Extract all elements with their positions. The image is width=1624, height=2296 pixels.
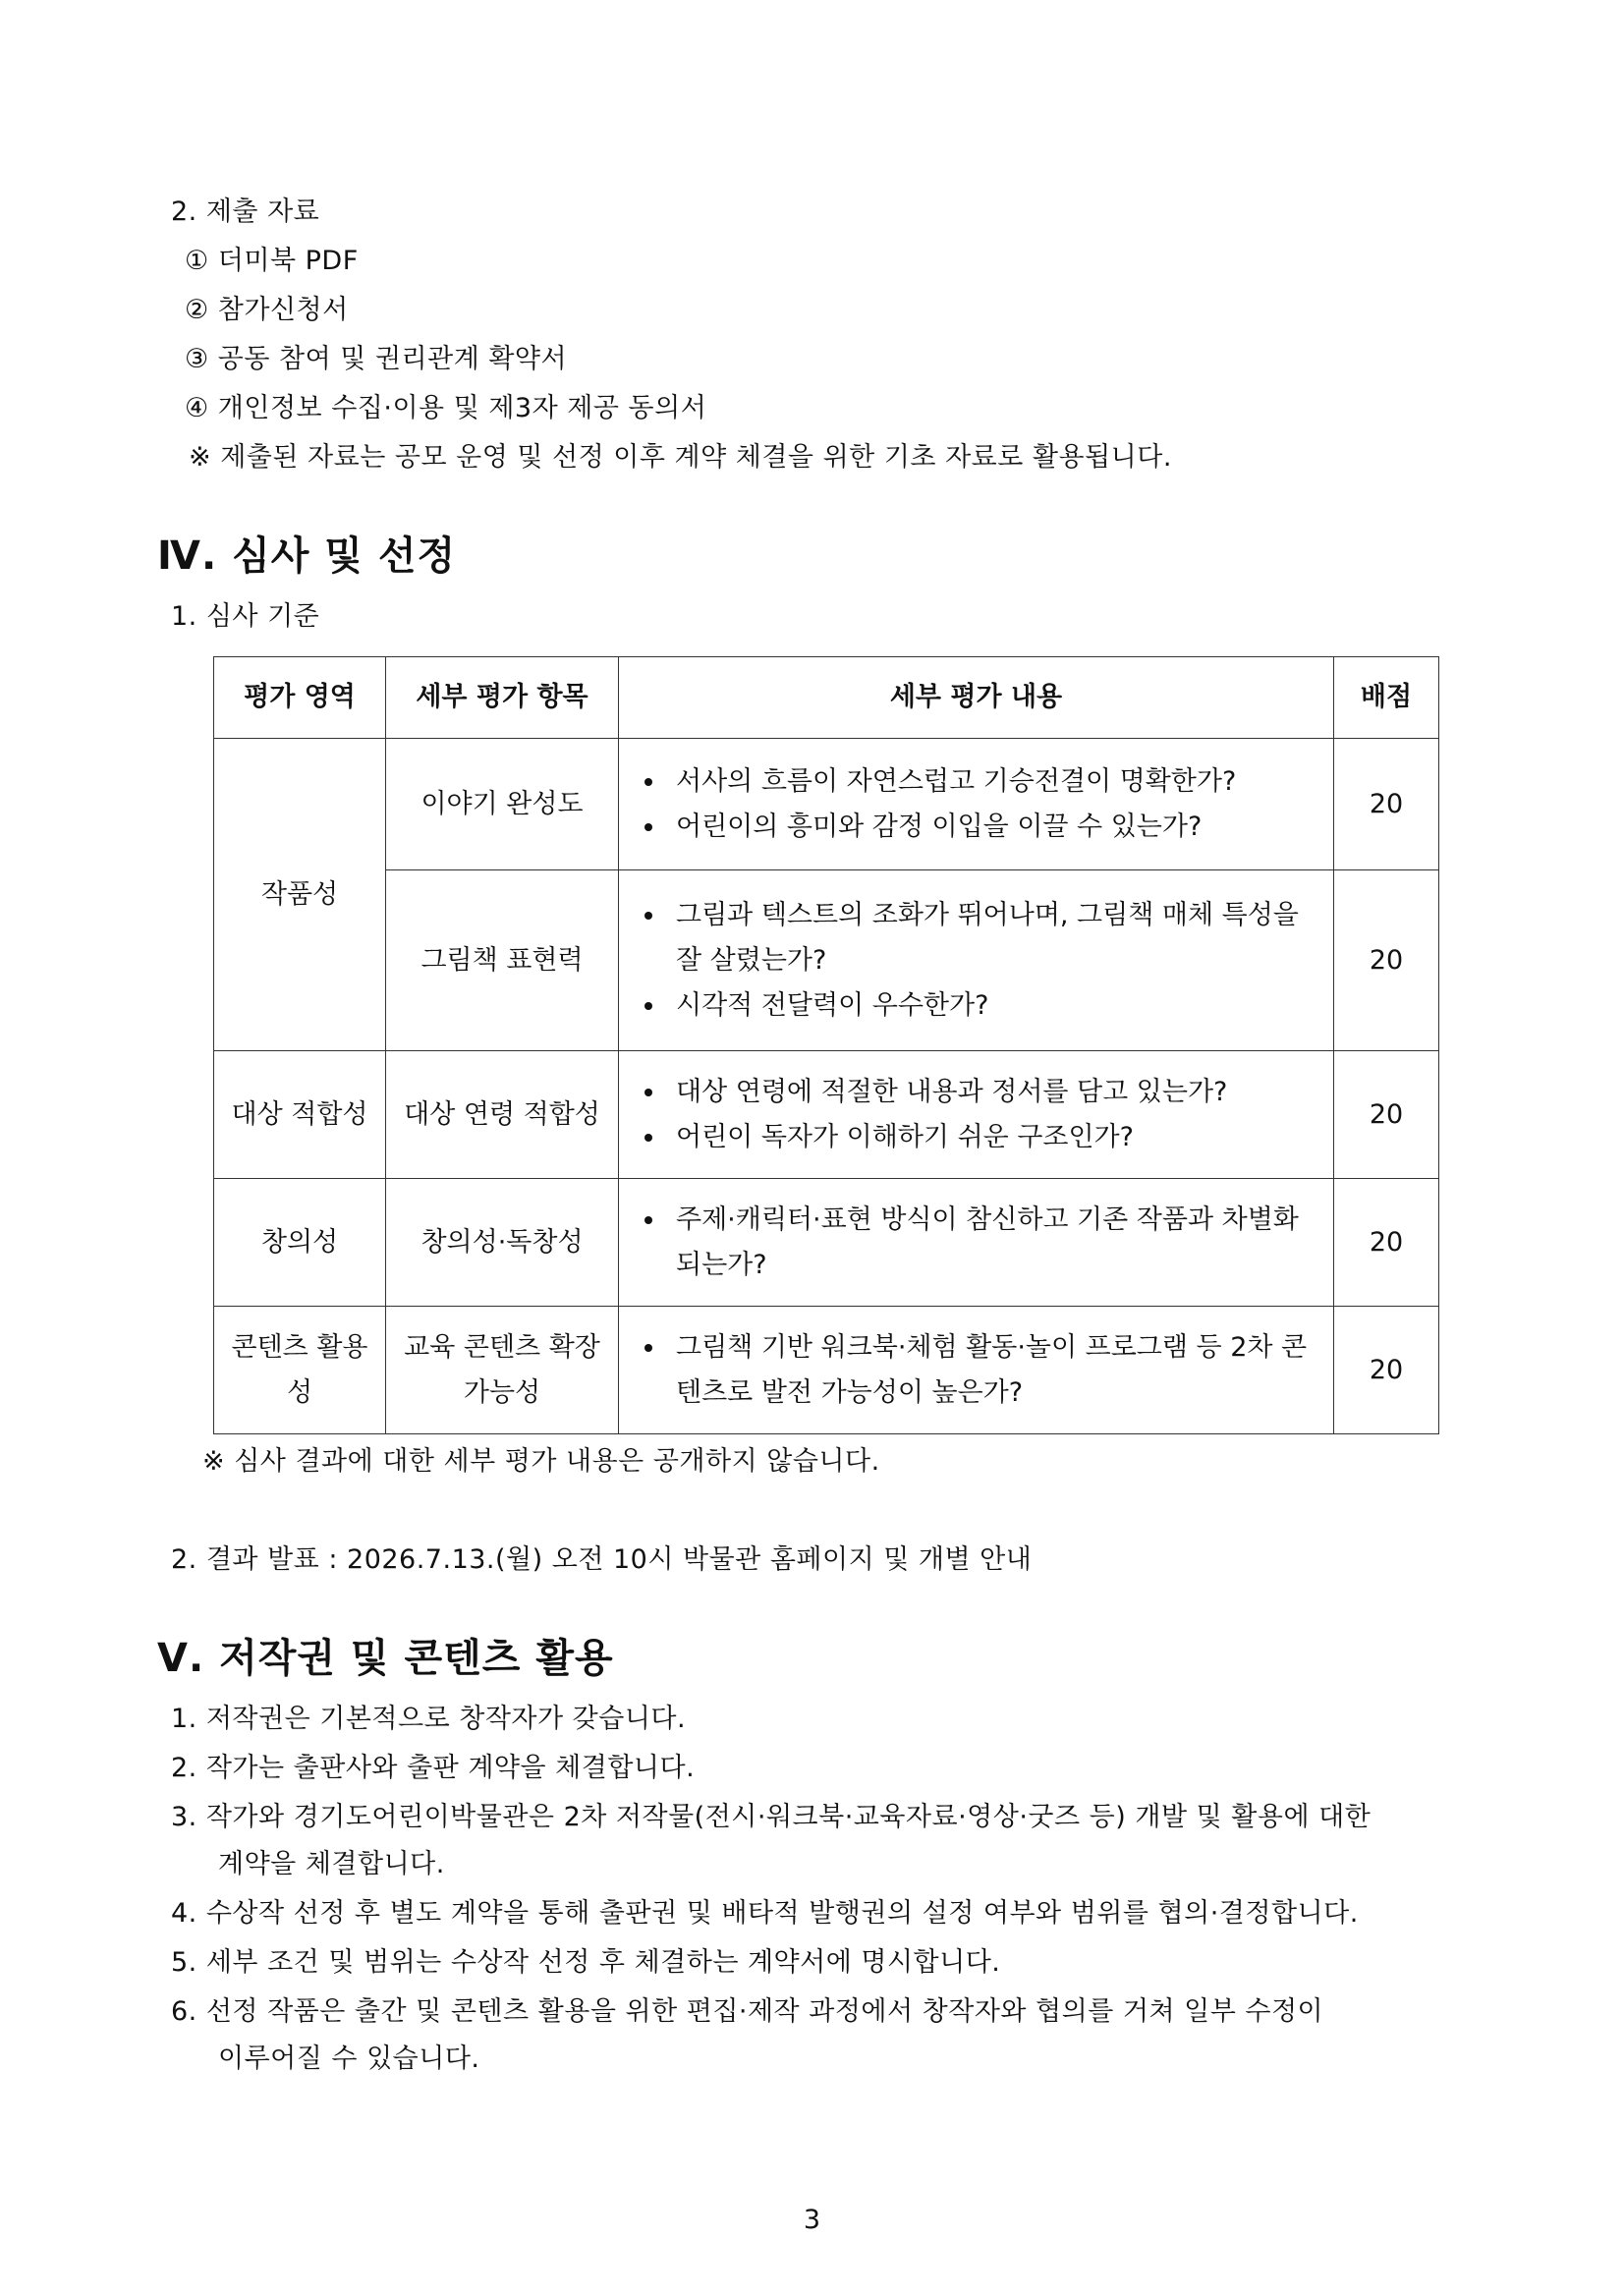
criteria-point: 그림책 기반 워크북·체험 활동·놀이 프로그램 등 2차 콘텐츠로 발전 가능성이 높은가? bbox=[633, 1325, 1319, 1416]
criteria-point: 어린이의 흥미와 감정 이입을 이끌 수 있는가? bbox=[633, 805, 1319, 850]
item-cell: 그림책 표현력 bbox=[386, 870, 619, 1051]
area-cell: 콘텐츠 활용성 bbox=[214, 1307, 386, 1434]
score-cell: 20 bbox=[1334, 1179, 1439, 1307]
area-cell: 작품성 bbox=[214, 739, 386, 1051]
criteria-point: 대상 연령에 적절한 내용과 정서를 담고 있는가? bbox=[633, 1070, 1319, 1115]
submission-item: ④ 개인정보 수집·이용 및 제3자 제공 동의서 bbox=[185, 393, 707, 423]
header-content: 세부 평가 내용 bbox=[619, 657, 1334, 739]
table-row bbox=[214, 1307, 1439, 1434]
table-note: ※ 심사 결과에 대한 세부 평가 내용은 공개하지 않습니다. bbox=[202, 1446, 880, 1477]
criteria-point: 그림과 텍스트의 조화가 뛰어나며, 그림책 매체 특성을 잘 살렸는가? bbox=[633, 893, 1319, 983]
item-cell: 대상 연령 적합성 bbox=[386, 1051, 619, 1179]
copyright-item: 2. 작가는 출판사와 출판 계약을 체결합니다. bbox=[171, 1753, 696, 1783]
copyright-item: 6. 선정 작품은 출간 및 콘텐츠 활용을 위한 편집·제작 과정에서 창작자와 협의를 거쳐 일부 수정이 bbox=[171, 1996, 1324, 2027]
section-heading-review: Ⅳ. 심사 및 선정 bbox=[157, 533, 457, 579]
content-cell bbox=[619, 1307, 1334, 1434]
copyright-item: 5. 세부 조건 및 범위는 수상작 선정 후 체결하는 계약서에 명시합니다. bbox=[171, 1947, 1001, 1978]
criteria-point: 주제·캐릭터·표현 방식이 참신하고 기존 작품과 차별화 되는가? bbox=[633, 1198, 1319, 1288]
submission-note: ※ 제출된 자료는 공모 운영 및 선정 이후 계약 체결을 위한 기초 자료로 활용됩니다. bbox=[189, 442, 1172, 473]
score-cell: 20 bbox=[1334, 739, 1439, 870]
criteria-point: 어린이 독자가 이해하기 쉬운 구조인가? bbox=[633, 1115, 1319, 1160]
criteria-point: 서사의 흐름이 자연스럽고 기승전결이 명확한가? bbox=[633, 759, 1319, 805]
copyright-item-continued: 계약을 체결합니다. bbox=[218, 1849, 445, 1879]
item-cell: 교육 콘텐츠 확장 가능성 bbox=[386, 1307, 619, 1434]
table-row bbox=[214, 1179, 1439, 1307]
item-cell: 창의성·독창성 bbox=[386, 1179, 619, 1307]
copyright-item: 4. 수상작 선정 후 별도 계약을 통해 출판권 및 배타적 발행권의 설정 여부와 범위를 협의·결정합니다. bbox=[171, 1898, 1359, 1929]
criteria-point: 시각적 전달력이 우수한가? bbox=[633, 983, 1319, 1029]
score-cell: 20 bbox=[1334, 870, 1439, 1051]
criteria-title: 1. 심사 기준 bbox=[171, 601, 320, 632]
page-number: 3 bbox=[803, 2205, 821, 2235]
header-item: 세부 평가 항목 bbox=[386, 657, 619, 739]
submission-title: 2. 제출 자료 bbox=[171, 196, 320, 227]
submission-item: ① 더미북 PDF bbox=[185, 246, 359, 276]
copyright-item: 1. 저작권은 기본적으로 창작자가 갖습니다. bbox=[171, 1704, 687, 1734]
result-announcement: 2. 결과 발표 : 2026.7.13.(월) 오전 10시 박물관 홈페이지 및 개별 안내 bbox=[171, 1544, 1033, 1575]
header-score: 배점 bbox=[1334, 657, 1439, 739]
content-cell bbox=[619, 1051, 1334, 1179]
table-row bbox=[214, 1051, 1439, 1179]
item-cell: 이야기 완성도 bbox=[386, 739, 619, 870]
score-cell: 20 bbox=[1334, 1307, 1439, 1434]
table-header-row bbox=[214, 657, 1439, 739]
score-cell: 20 bbox=[1334, 1051, 1439, 1179]
content-cell bbox=[619, 1179, 1334, 1307]
evaluation-table bbox=[213, 656, 1439, 1434]
header-area: 평가 영역 bbox=[214, 657, 386, 739]
submission-item: ② 참가신청서 bbox=[185, 295, 349, 325]
table-row bbox=[214, 870, 1439, 1051]
copyright-item-continued: 이루어질 수 있습니다. bbox=[218, 2044, 480, 2074]
section-heading-copyright: Ⅴ. 저작권 및 콘텐츠 활용 bbox=[157, 1636, 614, 1681]
area-cell: 대상 적합성 bbox=[214, 1051, 386, 1179]
copyright-item: 3. 작가와 경기도어린이박물관은 2차 저작물(전시·워크북·교육자료·영상·굿즈 등) 개발 및 활용에 대한 bbox=[171, 1802, 1372, 1832]
content-cell bbox=[619, 870, 1334, 1051]
submission-item: ③ 공동 참여 및 권리관계 확약서 bbox=[185, 344, 568, 374]
area-cell: 창의성 bbox=[214, 1179, 386, 1307]
content-cell bbox=[619, 739, 1334, 870]
table-row bbox=[214, 739, 1439, 870]
